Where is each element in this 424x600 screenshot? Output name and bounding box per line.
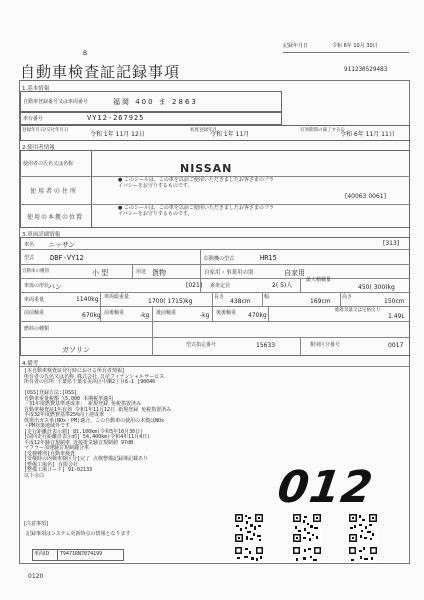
document-marker: B: [83, 50, 88, 57]
seal-2-text: このシールは、この車を以前ご使用いただきましたお客さまのプライバシーをお守りするものです。: [118, 205, 274, 217]
notes-line: 以下余白: [24, 472, 45, 479]
header-date-underline: [283, 52, 409, 53]
nissan-logo: NISSAN: [180, 162, 233, 175]
notes-line: [整備工場名] 有限会社: [24, 461, 79, 468]
vehicle-sep-6: [20, 321, 410, 322]
body-code: [021]: [186, 282, 203, 289]
expiry-value: 令和 6年 11月 11日: [340, 131, 395, 138]
caution-label: [注意事項]: [24, 521, 48, 527]
use-label: 用途: [136, 269, 147, 275]
displacement-value: 1.49L: [388, 313, 405, 320]
section-user-label: 2.使用者情報: [22, 145, 55, 151]
notes-line: 平成12年騒音規制車 近接排気騒音規制値 97dB: [24, 439, 134, 446]
kind-label: 自動車の種別: [22, 269, 49, 274]
user-address-label: 使用者の住所: [30, 188, 79, 195]
vin-row: [20, 112, 282, 125]
maker-label: 車名: [24, 242, 35, 248]
length-value: 438cm: [230, 298, 251, 305]
notes-line: [走行距離計表示値] 81,100km(令和5年10月30日): [24, 428, 144, 435]
length-label: 長さ: [214, 294, 225, 300]
doc-number: 911230529483: [344, 66, 388, 73]
seal-1-dot-icon: ●: [118, 177, 123, 183]
use-purpose-divider: [200, 264, 201, 278]
vehicle-sep-7: [20, 337, 410, 338]
notes-line: [受検時の内検車検区分]完了 点検整備記録簿記載あり: [24, 456, 149, 462]
vehicle-sep-1: [20, 249, 410, 250]
reg-label: 自動車登録番号又は車両番号: [23, 99, 89, 105]
maker-value: ニッサン: [48, 241, 76, 249]
type-category-divider: [300, 337, 301, 356]
axle-divider-3: [212, 306, 213, 321]
seal-2-dot-icon: ●: [118, 205, 123, 211]
qr-code-icon: [292, 513, 322, 543]
maxload-label: 最大積載量: [306, 277, 332, 283]
type-no-value: 15633: [256, 342, 276, 349]
maker-code: [313]: [383, 240, 400, 247]
first-reg-value: 令和 1年 11月 12日: [90, 131, 145, 138]
body-label: 車体の形状: [24, 283, 50, 289]
weight-value: 1140kg: [76, 296, 99, 303]
notes-line: [整備工場コード] 91-02133: [24, 467, 93, 473]
document-title: 自動車検査証記録事項: [20, 63, 181, 81]
rr-label: 後後軸重: [216, 310, 237, 316]
length-width-divider: [262, 292, 263, 306]
notes-line: [本自動車検査証発行時における所有者情報]: [24, 368, 126, 374]
width-height-divider: [340, 292, 341, 306]
seal-1-text: このシールは、この車を以前ご使用いただきましたお客さまのプライバシーをお守りするものです。: [118, 177, 274, 189]
notes-line: ・PM対策地域外です。: [24, 423, 75, 429]
vehicle-sep-2: [20, 264, 410, 265]
engine-value: HR15: [260, 254, 277, 262]
fuel-value: ガソリン: [62, 346, 90, 354]
notes-line: 「31年度燃費基準達成車」 新規登録 免税措置済み: [24, 401, 142, 407]
notes-top-line: [20, 366, 410, 367]
body-capacity-divider: [200, 278, 201, 292]
width-label: 幅: [264, 294, 270, 300]
gross-length-divider: [212, 292, 213, 306]
notes-line: 自動車重量税額 \5,000 本期税率適用: [24, 395, 114, 402]
notes-line: マフラー加速騒音規制適合車: [24, 445, 90, 451]
notes-line: 自動車検査証1年有効 令和1年11月12日 新規登録 免税措置済み: [24, 406, 172, 413]
axle-divider-4: [268, 306, 269, 321]
category-label: 類別区分番号: [310, 342, 341, 348]
gross-label: 車両総重量: [104, 294, 130, 300]
notes-line: [OSS]登録方法:[OSS]: [24, 390, 78, 396]
notes-line: [受検種別]自動車検査: [24, 450, 76, 457]
fuel-label: 燃料の種類: [24, 326, 50, 332]
handwritten-stamp: 012: [274, 462, 377, 513]
body-value: バン: [48, 283, 62, 291]
use-value: 貨物: [152, 269, 166, 277]
axle-divider-2: [152, 306, 153, 321]
print-date-label: 記録年月日: [283, 43, 309, 49]
qr-code-icon: [348, 546, 378, 563]
rf-value: -kg: [200, 312, 210, 319]
user-name-label: 使用者の氏名又は名称: [23, 161, 74, 167]
user-base-label: 使用の本拠の位置: [27, 214, 84, 221]
kind-value: 小 型: [92, 269, 109, 277]
maxload-value: 450( 300)kg: [358, 284, 395, 291]
qr-code-icon: [292, 546, 322, 563]
vin-value: VY12-267925: [87, 114, 145, 122]
privacy-seal-2: [118, 206, 278, 217]
rf-label: 後前軸重: [156, 310, 177, 316]
fuel-divider: [152, 321, 153, 356]
page-code: 0120: [28, 573, 44, 580]
vin-label: 車台番号: [23, 116, 44, 122]
print-date: 令和 6年 10月 30日: [332, 43, 378, 49]
height-label: 高さ: [342, 294, 353, 300]
purpose-value: 自家用: [284, 269, 305, 277]
initial-reg-value: 令和 1年 11月: [210, 131, 250, 138]
engine-label: 原動機の型式: [204, 256, 235, 262]
width-value: 169cm: [310, 298, 331, 305]
model-label: 型式: [24, 255, 35, 261]
notes-line: [前回走行距離計表示値] 54,400km(令和4年11月4日): [24, 434, 151, 440]
vehicle-sep-3: [20, 278, 410, 279]
caution-text: 記録事項はシステム更新時点の情報となります: [26, 531, 131, 537]
model-engine-divider: [200, 249, 201, 264]
type-no-label: 型式指定番号: [186, 342, 217, 348]
kind-use-divider: [132, 264, 133, 278]
reg-value: 福岡 400 ま 2863: [113, 98, 198, 106]
fr-value: -kg: [140, 312, 150, 319]
expiry-label: 有効期間の満了する日: [300, 128, 345, 133]
notes-list: [24, 369, 224, 479]
displacement-label: 総排気量又は定格出力: [335, 308, 380, 313]
vehicle-id-divider: [57, 549, 58, 561]
notes-line: 所有者の住所 千葉県千葉市美浜区中瀬2丁目6-1 [90040: [24, 379, 156, 385]
qr-code-icon: [234, 546, 264, 563]
section-basic-label: 1.基本情報: [22, 86, 50, 92]
vehicle-id-label: 車両ID: [34, 551, 50, 557]
weight-label: 車両重量: [24, 297, 45, 303]
fr-label: 前後軸重: [104, 310, 125, 316]
initial-reg-label: 初度登録年月: [190, 128, 217, 133]
ff-label: 前前軸重: [24, 310, 45, 316]
section-notes-label: 4.備考: [22, 361, 39, 367]
privacy-seal-1: [118, 178, 278, 189]
category-value: 0017: [388, 342, 404, 349]
weight-gross-divider: [100, 292, 101, 306]
capacity-label: 乗車定員: [210, 283, 231, 289]
first-reg-label: 登録年月日/交付年月日: [22, 128, 69, 133]
axle-divider-1: [100, 306, 101, 321]
section-vehicle-label: 3.車両詳細情報: [22, 232, 61, 238]
qr-code-icon: [348, 513, 378, 543]
notes-line: 低排出ガス車(NOx・PM)適合。この自動車の使用の本拠はNOx: [24, 417, 165, 424]
model-value: DBF-VY12: [50, 254, 84, 262]
user-code: [40063 0061]: [345, 193, 386, 200]
notes-line: 所有者の氏名又は名称 株式会社 日産フィナンシャルサービス: [24, 373, 165, 380]
purpose-label: 自家用・事業用の別: [204, 270, 254, 276]
ff-value: 670kg: [82, 312, 101, 319]
capacity-value: 2( 5)人: [272, 282, 293, 289]
gross-value: 1700( 1715)kg: [148, 298, 193, 305]
qr-code-icon: [234, 513, 264, 543]
rr-value: 470kg: [248, 312, 267, 319]
height-value: 150cm: [384, 298, 405, 305]
capacity-maxload-divider: [300, 278, 301, 292]
notes-line: 平成32年度燃費基準25%向上達成車: [24, 412, 105, 418]
vehicle-id-value: T9471RN7074199: [60, 551, 103, 557]
